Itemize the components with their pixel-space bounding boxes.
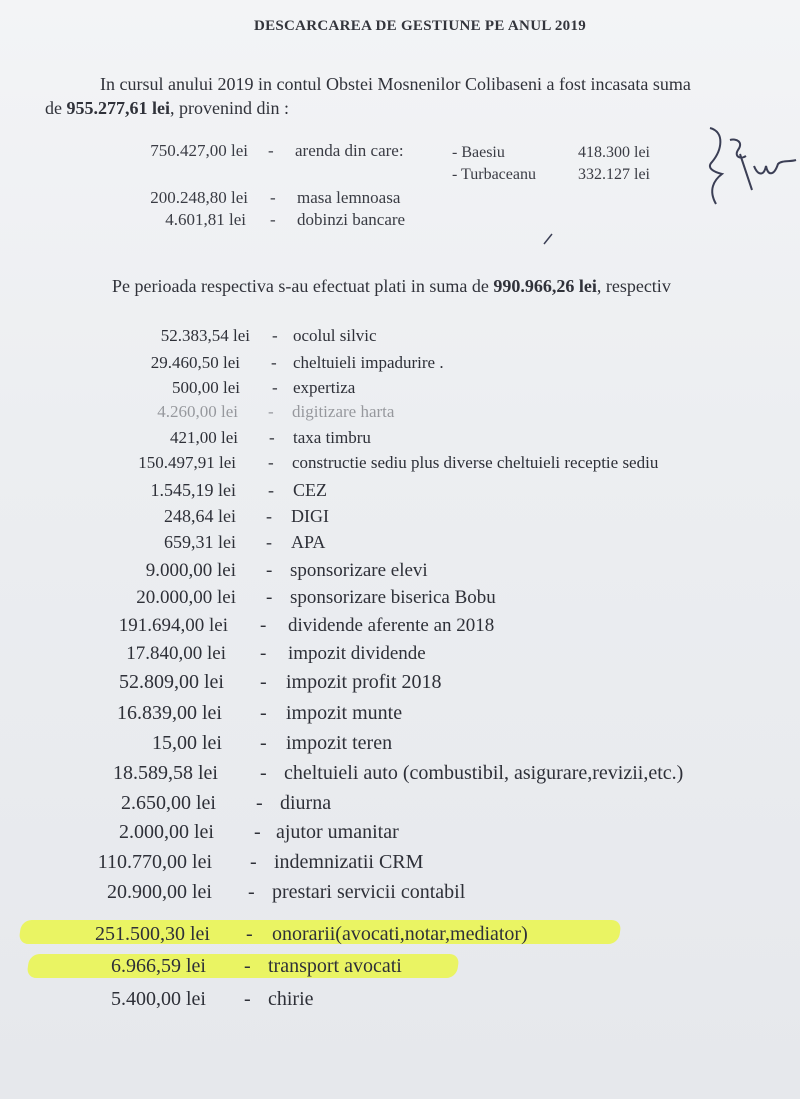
expense-row [0, 821, 800, 847]
expense-label: APA [291, 532, 326, 552]
expense-row [0, 762, 800, 788]
expense-row [0, 955, 800, 981]
arenda-source-value: 418.300 lei [578, 144, 650, 161]
income-amount: 750.427,00 lei [150, 141, 248, 160]
expense-row [0, 587, 800, 613]
dash: - [272, 326, 278, 345]
expense-row [0, 326, 800, 352]
expense-amount: 1.545,19 lei [150, 480, 236, 500]
expense-label: impozit munte [286, 702, 403, 724]
expense-row [0, 881, 800, 907]
income-amount: 4.601,81 lei [165, 210, 246, 229]
expense-amount: 659,31 lei [164, 532, 236, 552]
dash: - [268, 453, 274, 472]
payments-prefix: Pe perioada respectiva s-au efectuat plati in suma de [112, 276, 494, 296]
dash: - [244, 955, 251, 977]
expense-amount: 5.400,00 lei [111, 988, 206, 1010]
dash: - [260, 643, 267, 664]
dash: - [272, 378, 278, 397]
expense-label: diurna [280, 792, 332, 814]
expense-amount: 17.840,00 lei [126, 643, 226, 664]
expense-label: prestari servicii contabil [272, 881, 466, 903]
expense-label: cheltuieli impadurire . [293, 353, 444, 372]
expense-row [0, 988, 800, 1014]
expense-label: impozit profit 2018 [286, 671, 442, 693]
expense-amount: 9.000,00 lei [145, 560, 236, 581]
expense-row [0, 702, 800, 728]
expense-row [0, 506, 800, 532]
expense-row [0, 851, 800, 877]
dash: - [260, 732, 267, 754]
dash: - [248, 881, 255, 903]
intro-suffix: , provenind din : [170, 98, 289, 118]
expense-row [0, 923, 800, 949]
expense-label: taxa timbru [293, 428, 371, 447]
intro-line-1: In cursul anului 2019 in contul Obstei Mosnenilor Colibaseni a fost incasata suma [100, 74, 691, 94]
expense-amount: 15,00 lei [152, 732, 222, 754]
dash: - [271, 353, 277, 372]
expense-row [0, 480, 800, 506]
dash: - [270, 188, 276, 207]
intro-paragraph [45, 72, 800, 120]
arenda-source-name: - Baesiu [452, 144, 505, 161]
expense-amount: 500,00 lei [172, 378, 240, 397]
expense-row [0, 353, 800, 379]
expense-row [0, 615, 800, 641]
expense-amount: 110.770,00 lei [97, 851, 212, 873]
payments-total: 990.966,26 lei [493, 276, 597, 296]
dash: - [250, 851, 257, 873]
expense-amount: 20.000,00 lei [136, 587, 236, 608]
expense-label: chirie [268, 988, 314, 1010]
expense-row [0, 671, 800, 697]
expense-amount: 248,64 lei [164, 506, 236, 526]
dash: - [266, 587, 273, 608]
dash: - [268, 480, 274, 500]
expense-amount: 2.000,00 lei [119, 821, 214, 843]
expense-label: sponsorizare biserica Bobu [290, 587, 496, 608]
dash: - [266, 506, 272, 526]
handwritten-brace-mark [700, 120, 800, 210]
expense-amount: 52.809,00 lei [119, 671, 224, 693]
income-label: dobinzi bancare [297, 210, 406, 229]
expense-amount: 150.497,91 lei [138, 453, 236, 472]
intro-prefix: de [45, 98, 67, 118]
expense-row [0, 532, 800, 558]
expense-label: onorarii(avocati,notar,mediator) [272, 923, 528, 945]
expense-row [0, 643, 800, 669]
dash: - [260, 762, 267, 784]
income-amount: 200.248,80 lei [150, 188, 248, 207]
expense-label: digitizare harta [292, 402, 395, 421]
dash: - [260, 615, 267, 636]
expense-label: expertiza [293, 378, 356, 397]
dash: - [268, 141, 274, 160]
intro-total: 955.277,61 lei [66, 98, 170, 118]
dash: - [268, 402, 274, 421]
dash: - [269, 428, 275, 447]
expense-label: indemnizatii CRM [274, 851, 424, 873]
dash: - [266, 560, 273, 581]
expense-row [0, 428, 800, 454]
expense-row [0, 453, 800, 479]
arenda-source-name: - Turbaceanu [452, 166, 536, 183]
expense-label: impozit dividende [288, 643, 426, 664]
expense-label: sponsorizare elevi [290, 560, 428, 581]
dash: - [256, 792, 263, 814]
expense-label: impozit teren [286, 732, 393, 754]
payments-suffix: , respectiv [596, 276, 671, 296]
expense-label: dividende aferente an 2018 [288, 615, 495, 636]
expense-amount: 20.900,00 lei [107, 881, 212, 903]
payments-sentence [112, 276, 671, 297]
expense-amount: 52.383,54 lei [160, 326, 250, 345]
arenda-source-value: 332.127 lei [578, 166, 650, 183]
expense-row [0, 378, 800, 404]
expense-row [0, 732, 800, 758]
expense-amount: 6.966,59 lei [111, 955, 206, 977]
dash: - [244, 988, 251, 1010]
expense-amount: 191.694,00 lei [118, 615, 228, 636]
expense-label: ajutor umanitar [276, 821, 399, 843]
intro-line-2 [45, 96, 800, 120]
dash: - [246, 923, 253, 945]
expense-label: ocolul silvic [293, 326, 377, 345]
expense-amount: 16.839,00 lei [117, 702, 222, 724]
dash: - [270, 210, 276, 229]
dash: - [260, 702, 267, 724]
document-title: DESCARCAREA DE GESTIUNE PE ANUL 2019 [253, 18, 587, 34]
expense-label: constructie sediu plus diverse cheltuieli receptie sediu [292, 453, 659, 472]
expense-row [0, 560, 800, 586]
dash: - [260, 671, 267, 693]
income-label: arenda din care: [295, 141, 404, 160]
expense-amount: 18.589,58 lei [113, 762, 218, 784]
pen-mark [540, 228, 560, 248]
expense-amount: 251.500,30 lei [95, 923, 210, 945]
expense-label: DIGI [291, 506, 329, 526]
dash: - [266, 532, 272, 552]
expense-label: CEZ [293, 480, 327, 500]
expense-label: cheltuieli auto (combustibil, asigurare,revizii,etc.) [284, 762, 684, 784]
expense-amount: 4.260,00 lei [157, 402, 238, 421]
expense-amount: 29.460,50 lei [150, 353, 240, 372]
dash: - [254, 821, 261, 843]
income-label: masa lemnoasa [297, 188, 401, 207]
expense-row [0, 792, 800, 818]
expense-row [0, 402, 800, 428]
expense-amount: 421,00 lei [170, 428, 238, 447]
expense-amount: 2.650,00 lei [121, 792, 216, 814]
expense-label: transport avocati [268, 955, 402, 977]
